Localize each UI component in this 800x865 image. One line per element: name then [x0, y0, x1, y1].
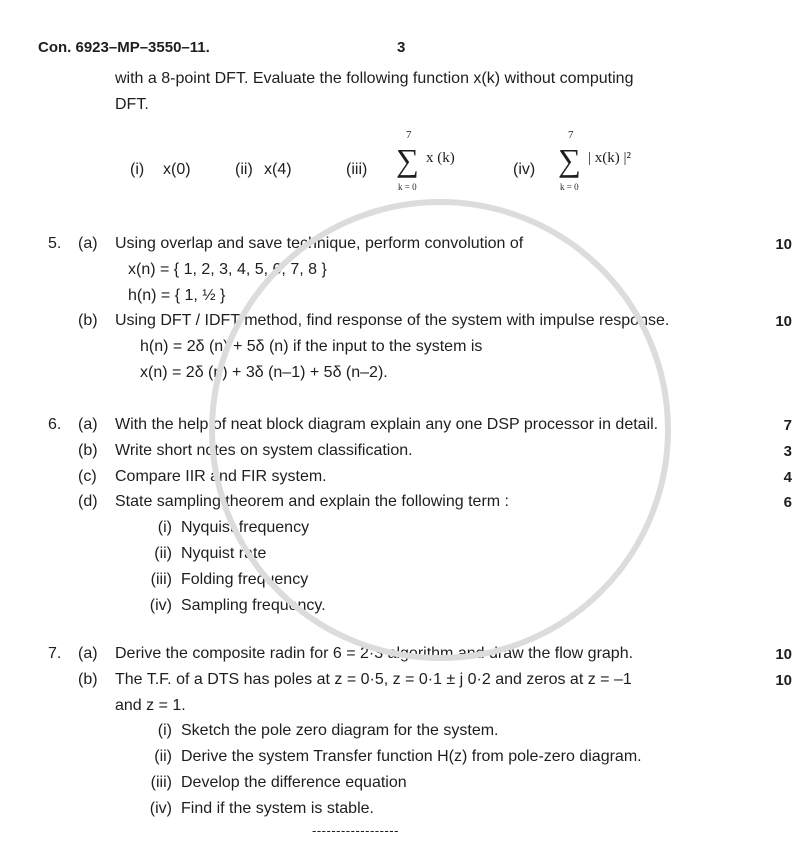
part-text: Write short notes on system classification. — [115, 441, 413, 459]
subitem-text: Develop the difference equation — [181, 774, 407, 791]
part-text: Using overlap and save technique, perform convolution of — [115, 235, 524, 252]
marks: 4 — [783, 468, 792, 486]
part-line: h(n) = 2δ (n) + 5δ (n) if the input to the system is — [140, 338, 483, 356]
part-label: (b) — [78, 312, 98, 330]
item-i-label: (i) — [130, 161, 145, 178]
part-line: h(n) = { 1, ½ } — [128, 286, 226, 304]
marks: 10 — [775, 313, 792, 331]
subitem-label: (ii) — [154, 748, 172, 766]
end-separator: ------------------ — [312, 823, 399, 838]
subitem-label: (ii) — [154, 545, 172, 562]
subitem-label: (i) — [157, 722, 172, 740]
item-iv-label: (iv) — [513, 161, 536, 178]
marks: 6 — [783, 494, 792, 512]
sum-expression: x (k) — [426, 150, 455, 166]
intro-line-2: DFT. — [115, 96, 149, 113]
paper-code: Con. 6923–MP–3550–11. — [38, 39, 210, 56]
subitem-label: (i) — [157, 519, 172, 537]
sum-upper: 7 — [568, 129, 574, 141]
subitem-text: Find if the system is stable. — [181, 799, 374, 817]
part-label: (a) — [78, 235, 98, 252]
subitem-label: (iii) — [150, 570, 172, 588]
subitem-label: (iv) — [149, 596, 172, 614]
item-ii-label: (ii) — [235, 161, 253, 178]
sum-lower: k = 0 — [560, 182, 579, 192]
part-line: and z = 1. — [115, 696, 186, 714]
subitem-text: Sketch the pole zero diagram for the system. — [181, 722, 499, 740]
part-text: Using DFT / IDFT method, find response of the system with impulse response. — [115, 312, 670, 330]
subitem-text: Folding frequency — [181, 570, 309, 588]
part-label: (a) — [78, 645, 98, 662]
item-i-text: x(0) — [163, 161, 191, 178]
part-label: (b) — [78, 441, 98, 459]
part-line: x(n) = { 1, 2, 3, 4, 5, 6, 7, 8 } — [128, 260, 327, 278]
sum-expression: | x(k) |² — [588, 150, 631, 166]
question-number: 6. — [48, 416, 62, 433]
subitem-text: Derive the system Transfer function H(z) from pole-zero diagram. — [181, 748, 642, 766]
subitem-text: Sampling frequency. — [181, 596, 326, 614]
part-label: (b) — [78, 670, 98, 688]
sigma-icon: ∑ — [558, 142, 581, 178]
part-label: (a) — [78, 416, 98, 433]
item-ii-text: x(4) — [264, 161, 292, 178]
part-text: Derive the composite radin for 6 = 2·3 algorithm and draw the flow graph. — [115, 645, 634, 662]
subitem-label: (iv) — [149, 799, 172, 817]
subitem-text: Nyquist frequency — [181, 519, 310, 537]
part-label: (c) — [78, 467, 97, 485]
subitem-text: Nyquist rate — [181, 545, 267, 562]
sum-lower: k = 0 — [398, 182, 417, 192]
item-iii-label: (iii) — [346, 161, 368, 178]
part-line: x(n) = 2δ (n) + 3δ (n–1) + 5δ (n–2). — [140, 364, 388, 381]
question-number: 5. — [48, 235, 62, 252]
marks: 10 — [775, 671, 792, 689]
marks: 10 — [775, 236, 792, 253]
marks: 7 — [783, 417, 792, 434]
marks: 3 — [783, 442, 792, 460]
sigma-icon: ∑ — [396, 142, 419, 178]
subitem-label: (iii) — [150, 774, 172, 791]
question-number: 7. — [48, 645, 62, 662]
page-number: 3 — [397, 39, 406, 56]
part-label: (d) — [78, 493, 98, 511]
sum-upper: 7 — [406, 129, 412, 141]
part-text: The T.F. of a DTS has poles at z = 0·5, z = 0·1 ± j 0·2 and zeros at z = –1 — [115, 670, 632, 688]
part-text: Compare IIR and FIR system. — [115, 467, 327, 485]
marks: 10 — [775, 646, 792, 663]
part-text: State sampling theorem and explain the following term : — [115, 493, 509, 511]
summation-iv — [558, 130, 648, 196]
summation-iii — [396, 130, 486, 196]
intro-line-1: with a 8-point DFT. Evaluate the following function x(k) without computing — [115, 70, 634, 87]
part-text: With the help of neat block diagram explain any one DSP processor in detail. — [115, 416, 659, 433]
